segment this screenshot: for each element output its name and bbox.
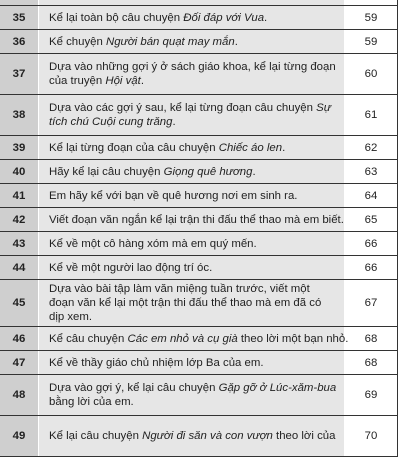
entry-text: Kể lại câu chuyện <box>49 430 143 442</box>
toc-row <box>0 256 398 280</box>
toc-row <box>0 327 398 351</box>
story-title-text: Đối đáp với Vua <box>183 11 265 24</box>
entry-title <box>39 416 345 457</box>
entry-text: Viết đoạn văn ngắn kể lại trận thi đấu thể thao mà em biết. <box>49 213 344 226</box>
story-title-text: Giọng quê hương <box>163 165 253 178</box>
entry-title <box>39 160 345 184</box>
page-number: 67 <box>345 280 398 327</box>
entry-text: Kể về một người lao động trí óc. <box>49 261 213 274</box>
entry-number: 41 <box>0 184 39 208</box>
toc-row <box>0 375 398 416</box>
entry-text: Kể về thầy giáo chủ nhiệm lớp Ba của em. <box>49 356 264 369</box>
entry-title <box>39 375 345 416</box>
entry-title <box>39 232 345 256</box>
entry-text: Dựa vào các gợi ý sau, kể lại từng đoạn câu chuyện <box>49 102 317 114</box>
page-number: 61 <box>345 95 398 136</box>
toc-row <box>0 95 398 136</box>
page-number: 64 <box>345 184 398 208</box>
entry-title <box>39 256 345 280</box>
page-number: 59 <box>345 6 398 30</box>
entry-number: 45 <box>0 280 39 327</box>
entry-text: Hãy kể lại câu chuyện <box>49 165 164 178</box>
entry-text: theo lời của <box>272 430 336 442</box>
entry-text: Kể lại từng đoạn của câu chuyện <box>49 141 219 154</box>
entry-title <box>39 95 345 136</box>
entry-number: 48 <box>0 375 39 416</box>
entry-number: 43 <box>0 232 39 256</box>
entry-number: 35 <box>0 6 39 30</box>
entry-number: 40 <box>0 160 39 184</box>
entry-text: bằng lời của em. <box>49 396 134 408</box>
entry-text: Kể chuyện <box>49 35 106 48</box>
entry-title <box>39 6 345 30</box>
toc-row <box>0 30 398 54</box>
entry-text: Kể về một cô hàng xóm mà em quý mến. <box>49 237 257 250</box>
story-title-text: Các em nhỏ và cụ già <box>127 332 238 345</box>
page-number: 66 <box>345 256 398 280</box>
story-title-text: Gặp gỡ ở Lúc-xăm-bua <box>218 382 337 394</box>
entry-number: 36 <box>0 30 39 54</box>
entry-text: theo lời một bạn nhỏ. <box>237 332 349 345</box>
entry-text: . <box>172 116 176 128</box>
entry-title <box>39 327 349 351</box>
toc-row <box>0 160 398 184</box>
entry-title <box>39 54 345 95</box>
page-number: 68 <box>345 327 398 351</box>
toc-row <box>0 351 398 375</box>
entry-title <box>39 351 345 375</box>
entry-number: 46 <box>0 327 39 351</box>
story-title-text: Hội vật <box>105 75 141 87</box>
toc-row <box>0 136 398 160</box>
entry-text: . <box>252 165 256 178</box>
entry-number: 44 <box>0 256 39 280</box>
page-number: 69 <box>345 375 398 416</box>
toc-row <box>0 280 398 327</box>
entry-title <box>39 208 345 232</box>
entry-title <box>39 136 345 160</box>
page-number: 63 <box>345 160 398 184</box>
entry-number: 37 <box>0 54 39 95</box>
toc-row <box>0 54 398 95</box>
toc-row <box>0 6 398 30</box>
page-number: 59 <box>345 30 398 54</box>
entry-number: 42 <box>0 208 39 232</box>
entry-text: Kể lại toàn bộ câu chuyện <box>49 11 184 24</box>
entry-text: . <box>140 75 144 87</box>
page-number: 68 <box>345 351 398 375</box>
story-title-text: Người bán quạt may mắn <box>106 35 235 48</box>
page-number: 60 <box>345 54 398 95</box>
toc-row <box>0 232 398 256</box>
entry-text: Dựa vào những gợi ý ở sách giáo khoa, kể lại từng đoạn của truyện <box>49 61 336 87</box>
entry-text: Dựa vào bài tập làm văn miệng tuần trước, viết một đoạn văn kể lại một trận thi đấu thể thao mà em đã có dịp xem. <box>49 283 322 323</box>
entry-text: Kể câu chuyện <box>49 332 128 345</box>
entry-title <box>39 184 345 208</box>
entry-text: . <box>234 35 238 48</box>
page-number: 65 <box>345 208 398 232</box>
page-number: 66 <box>345 232 398 256</box>
entry-text: Em hãy kể với bạn về quê hương nơi em sinh ra. <box>49 189 298 202</box>
toc-row <box>0 184 398 208</box>
story-title-text: Sự tích chú Cuội cung trăng <box>49 102 331 128</box>
toc-row <box>0 208 398 232</box>
entry-text: Dựa vào gợi ý, kể lại câu chuyện <box>49 382 219 394</box>
page-number: 62 <box>345 136 398 160</box>
entry-number: 38 <box>0 95 39 136</box>
entry-title <box>39 30 345 54</box>
entry-title <box>39 280 345 327</box>
entry-text: . <box>282 141 286 154</box>
entry-number: 49 <box>0 416 39 457</box>
entry-number: 47 <box>0 351 39 375</box>
page-number: 70 <box>345 416 398 457</box>
entry-number: 39 <box>0 136 39 160</box>
toc-row <box>0 416 398 457</box>
story-title-text: Chiếc áo len <box>218 141 283 154</box>
story-title-text: Người đi săn và con vượn <box>142 430 273 442</box>
entry-text: . <box>264 11 268 24</box>
